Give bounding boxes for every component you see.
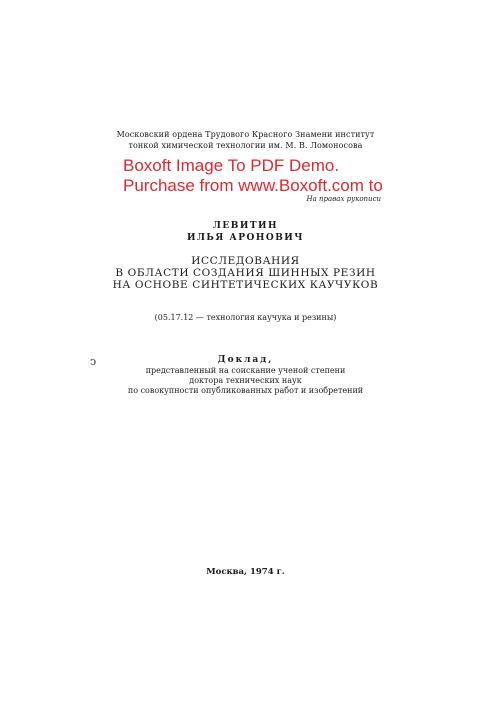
- author-given-names: ИЛЬЯ АРОНОВИЧ: [186, 233, 305, 243]
- title-line-2: В ОБЛАСТИ СОЗДАНИЯ ШИННЫХ РЕЗИН: [115, 267, 376, 279]
- report-line-3: по совокупности опубликованных работ и изобретений: [127, 386, 364, 395]
- report-label: Доклад,: [217, 355, 274, 365]
- report-line-2: доктора технических наук: [189, 376, 302, 385]
- watermark-line-1: Boxoft Image To PDF Demo.: [123, 156, 340, 175]
- institution-line-1: Московский ордена Трудового Красного Знамени институт: [116, 130, 375, 139]
- specialty-code: (05.17.12 — технология каучука и резины): [154, 313, 337, 322]
- institution-line-2: тонкой химической технологии им. М. В. Ломоносова: [128, 141, 363, 150]
- title-line-1: ИССЛЕДОВАНИЯ: [191, 255, 300, 267]
- watermark-line-2: Purchase from www.Boxoft.com to: [123, 176, 383, 195]
- title-line-3: НА ОСНОВЕ СИНТЕТИЧЕСКИХ КАУЧУКОВ: [112, 279, 379, 291]
- city-year: Москва, 1974 г.: [206, 567, 285, 577]
- margin-mark: ↄ: [90, 355, 97, 368]
- report-line-1: представленный на соискание ученой степени: [145, 366, 346, 375]
- manuscript-note: На правах рукописи: [306, 195, 381, 203]
- author-surname: ЛЕВИТИН: [212, 221, 279, 231]
